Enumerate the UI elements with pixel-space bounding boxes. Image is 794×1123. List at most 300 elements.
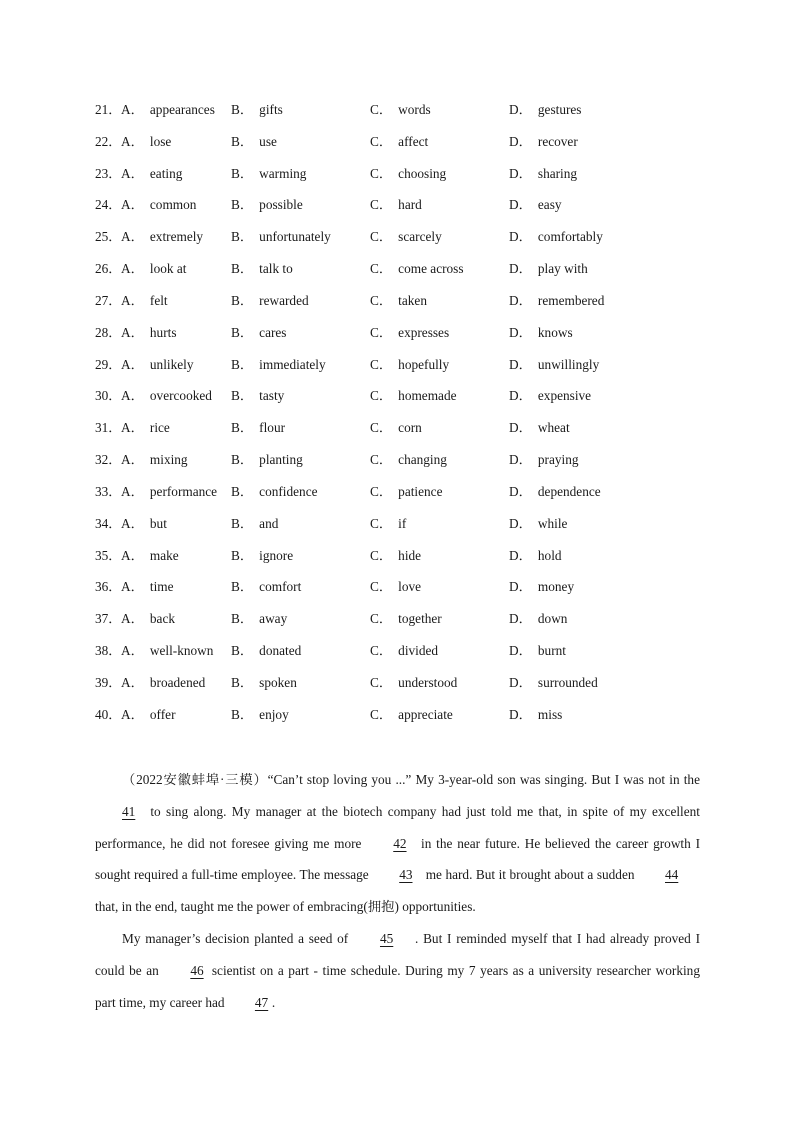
option-c	[370, 515, 509, 547]
option-a	[121, 610, 231, 642]
passage-source: （2022安徽蚌埠·三模）	[122, 772, 268, 787]
option-c	[370, 674, 509, 706]
option-letter: A．	[121, 133, 144, 149]
blank-43: 43	[399, 867, 413, 883]
option-text: extremely	[149, 229, 204, 245]
question-row	[95, 451, 715, 483]
option-b	[231, 196, 370, 228]
option-letter: A．	[121, 420, 144, 436]
option-text: patience	[398, 483, 443, 499]
option-b	[231, 324, 370, 356]
option-c	[370, 324, 509, 356]
passage-text: that, in the end, taught me the power of embracing(拥抱) opportunities.	[95, 899, 476, 915]
option-d	[509, 196, 659, 228]
option-d	[509, 324, 659, 356]
option-b	[231, 674, 370, 706]
option-letter: D．	[509, 643, 532, 659]
option-text: divided	[398, 643, 439, 659]
question-number: 37．	[95, 611, 122, 627]
question-row	[95, 101, 715, 133]
option-d	[509, 387, 659, 419]
blank-46: 46	[190, 962, 204, 978]
option-d	[509, 101, 659, 133]
option-letter: A．	[121, 515, 144, 531]
option-text: comfort	[259, 579, 302, 595]
option-d	[509, 610, 659, 642]
option-text: unlikely	[149, 356, 194, 372]
option-text: but	[149, 515, 167, 531]
option-b	[231, 292, 370, 324]
option-text: dependence	[537, 483, 601, 499]
option-b	[231, 642, 370, 674]
option-letter: C．	[370, 197, 393, 213]
option-letter: C．	[370, 643, 393, 659]
option-text: together	[398, 611, 442, 627]
question-number: 36．	[95, 579, 122, 595]
option-d	[509, 515, 659, 547]
question-row	[95, 610, 715, 642]
option-letter: B．	[231, 388, 254, 404]
question-number: 30．	[95, 388, 122, 404]
option-b	[231, 101, 370, 133]
option-a	[121, 451, 231, 483]
passage-text: . But I reminded myself that I had already proved I could be an	[95, 930, 700, 978]
option-c	[370, 260, 509, 292]
option-text: understood	[398, 674, 458, 690]
option-text: cares	[259, 324, 287, 340]
question-row	[95, 387, 715, 419]
option-text: hard	[398, 197, 422, 213]
blank-45: 45	[379, 930, 394, 946]
option-letter: C．	[370, 292, 393, 308]
option-a	[121, 324, 231, 356]
question-row	[95, 356, 715, 388]
blank-44: 44	[665, 867, 679, 883]
option-text: well-known	[149, 643, 214, 659]
option-letter: B．	[231, 261, 254, 277]
question-number: 38．	[95, 643, 122, 659]
option-text: recover	[537, 133, 578, 149]
option-letter: B．	[231, 579, 254, 595]
question-number: 27．	[95, 292, 122, 308]
option-a	[121, 515, 231, 547]
option-text: felt	[149, 292, 168, 308]
option-d	[509, 642, 659, 674]
option-text: words	[398, 102, 431, 117]
option-letter: D．	[509, 483, 532, 499]
option-c	[370, 228, 509, 260]
question-number: 34．	[95, 515, 122, 531]
option-text: confidence	[259, 483, 318, 499]
question-row	[95, 706, 715, 738]
option-c	[370, 387, 509, 419]
option-text: talk to	[259, 261, 293, 277]
passage-text: My manager’s decision planted a seed of	[122, 930, 353, 946]
option-a	[121, 483, 231, 515]
option-letter: A．	[121, 165, 144, 181]
option-letter: C．	[370, 165, 393, 181]
option-text: hopefully	[398, 356, 450, 372]
option-b	[231, 483, 370, 515]
option-letter: A．	[121, 197, 144, 213]
option-text: rewarded	[259, 292, 309, 308]
question-number: 21．	[95, 102, 122, 117]
option-b	[231, 547, 370, 579]
question-row	[95, 483, 715, 515]
question-number: 32．	[95, 452, 122, 468]
option-letter: B．	[231, 165, 254, 181]
option-a	[121, 419, 231, 451]
option-letter: D．	[509, 133, 532, 149]
option-d	[509, 706, 659, 738]
option-letter: D．	[509, 547, 532, 563]
option-a	[121, 292, 231, 324]
option-b	[231, 356, 370, 388]
option-letter: C．	[370, 483, 393, 499]
option-letter: A．	[121, 547, 144, 563]
option-text: expresses	[398, 324, 450, 340]
option-a	[121, 356, 231, 388]
option-text: gestures	[537, 102, 582, 117]
option-text: corn	[398, 420, 422, 436]
option-letter: C．	[370, 611, 393, 627]
option-letter: B．	[231, 356, 254, 372]
option-text: praying	[537, 452, 579, 468]
option-letter: C．	[370, 547, 393, 563]
blank-47: 47	[254, 994, 269, 1010]
option-d	[509, 292, 659, 324]
option-text: eating	[149, 165, 183, 181]
option-letter: C．	[370, 229, 393, 245]
option-d	[509, 547, 659, 579]
passage-text: scientist on a part - time schedule. During my 7 years as a university researcher working part time, my career had	[95, 962, 700, 1010]
option-c	[370, 706, 509, 738]
option-letter: B．	[231, 452, 254, 468]
option-d	[509, 228, 659, 260]
option-c	[370, 578, 509, 610]
option-letter: D．	[509, 579, 532, 595]
option-text: choosing	[398, 165, 447, 181]
option-letter: A．	[121, 674, 144, 690]
option-text: remembered	[537, 292, 605, 308]
option-letter: C．	[370, 388, 393, 404]
option-text: tasty	[259, 388, 285, 404]
option-b	[231, 260, 370, 292]
option-letter: D．	[509, 420, 532, 436]
option-text: burnt	[537, 643, 566, 659]
option-text: unfortunately	[259, 229, 331, 245]
passage-paragraph-1	[95, 764, 700, 923]
option-letter: B．	[231, 197, 254, 213]
option-letter: B．	[231, 706, 254, 722]
option-text: gifts	[259, 102, 283, 117]
question-row	[95, 292, 715, 324]
option-c	[370, 196, 509, 228]
option-d	[509, 483, 659, 515]
option-letter: C．	[370, 420, 393, 436]
option-c	[370, 642, 509, 674]
option-letter: A．	[121, 388, 144, 404]
option-text: mixing	[149, 452, 188, 468]
option-d	[509, 356, 659, 388]
passage-text: to sing along. My manager at the biotech company had just told me that, in spite of my excellent performance, he did not foresee giving me more	[95, 803, 700, 851]
option-text: taken	[398, 292, 427, 308]
option-text: hide	[398, 547, 422, 563]
option-a	[121, 101, 231, 133]
option-b	[231, 387, 370, 419]
option-text: expensive	[537, 388, 592, 404]
option-text: flour	[259, 420, 286, 436]
question-number: 31．	[95, 420, 122, 436]
option-letter: A．	[121, 356, 144, 372]
question-number: 39．	[95, 674, 122, 690]
option-letter: C．	[370, 356, 393, 372]
option-a	[121, 547, 231, 579]
option-c	[370, 292, 509, 324]
option-text: play with	[537, 261, 588, 277]
option-letter: B．	[231, 611, 254, 627]
blank-42: 42	[393, 835, 407, 851]
option-letter: B．	[231, 483, 254, 499]
option-letter: D．	[509, 356, 532, 372]
option-a	[121, 642, 231, 674]
option-b	[231, 515, 370, 547]
question-number: 24．	[95, 197, 122, 213]
option-text: back	[149, 611, 176, 627]
option-letter: A．	[121, 579, 144, 595]
option-text: and	[259, 515, 279, 531]
question-row	[95, 515, 715, 547]
option-d	[509, 451, 659, 483]
option-c	[370, 451, 509, 483]
option-a	[121, 196, 231, 228]
option-text: come across	[398, 261, 464, 277]
option-text: time	[149, 579, 174, 595]
option-a	[121, 165, 231, 197]
option-d	[509, 578, 659, 610]
option-letter: A．	[121, 261, 144, 277]
option-text: hurts	[149, 324, 177, 340]
question-number: 26．	[95, 261, 122, 277]
option-letter: B．	[231, 133, 254, 149]
option-text: ignore	[259, 547, 294, 563]
option-a	[121, 228, 231, 260]
option-letter: D．	[509, 611, 532, 627]
question-row	[95, 196, 715, 228]
question-row	[95, 260, 715, 292]
option-text: while	[537, 515, 568, 531]
option-letter: C．	[370, 452, 393, 468]
option-text: appreciate	[398, 706, 453, 722]
option-c	[370, 419, 509, 451]
option-a	[121, 706, 231, 738]
option-text: rice	[149, 420, 170, 436]
option-letter: C．	[370, 674, 393, 690]
option-letter: D．	[509, 292, 532, 308]
option-b	[231, 451, 370, 483]
option-letter: C．	[370, 102, 393, 117]
option-text: affect	[398, 133, 429, 149]
option-letter: B．	[231, 229, 254, 245]
option-letter: C．	[370, 261, 393, 277]
option-text: make	[149, 547, 179, 563]
option-letter: A．	[121, 452, 144, 468]
option-text: if	[398, 515, 407, 531]
option-letter: C．	[370, 706, 393, 722]
option-a	[121, 387, 231, 419]
option-a	[121, 260, 231, 292]
question-number: 33．	[95, 483, 122, 499]
option-b	[231, 133, 370, 165]
option-d	[509, 165, 659, 197]
option-letter: A．	[121, 706, 144, 722]
option-letter: A．	[121, 324, 144, 340]
passage-text: “Can’t stop loving you ...” My 3-year-old son was singing. But I was not in the	[267, 772, 700, 787]
question-number: 23．	[95, 165, 122, 181]
option-a	[121, 674, 231, 706]
option-text: common	[149, 197, 197, 213]
option-d	[509, 133, 659, 165]
option-text: money	[537, 579, 575, 595]
option-letter: A．	[121, 611, 144, 627]
option-letter: B．	[231, 547, 254, 563]
option-text: love	[398, 579, 422, 595]
option-c	[370, 101, 509, 133]
option-c	[370, 610, 509, 642]
option-letter: B．	[231, 324, 254, 340]
option-letter: D．	[509, 515, 532, 531]
option-letter: D．	[509, 324, 532, 340]
option-text: comfortably	[537, 229, 603, 245]
option-text: spoken	[259, 674, 297, 690]
question-row	[95, 165, 715, 197]
option-text: lose	[149, 133, 172, 149]
option-text: homemade	[398, 388, 457, 404]
option-letter: D．	[509, 102, 532, 117]
option-letter: C．	[370, 515, 393, 531]
option-text: immediately	[259, 356, 326, 372]
option-letter: D．	[509, 706, 532, 722]
blank-41: 41	[122, 803, 136, 819]
option-text: unwillingly	[537, 356, 600, 372]
passage-text: me hard. But it brought about a sudden	[422, 867, 638, 883]
option-text: overcooked	[149, 388, 212, 404]
question-row	[95, 547, 715, 579]
passage-paragraph-2	[95, 923, 700, 1018]
question-row	[95, 642, 715, 674]
option-c	[370, 356, 509, 388]
option-text: miss	[537, 706, 563, 722]
passage-text: .	[271, 994, 276, 1010]
answer-options-list	[95, 101, 715, 738]
question-row	[95, 324, 715, 356]
option-b	[231, 610, 370, 642]
option-text: donated	[259, 643, 302, 659]
option-text: surrounded	[537, 674, 598, 690]
option-d	[509, 674, 659, 706]
question-row	[95, 133, 715, 165]
option-letter: B．	[231, 515, 254, 531]
option-letter: D．	[509, 388, 532, 404]
option-b	[231, 419, 370, 451]
option-text: sharing	[537, 165, 578, 181]
option-text: scarcely	[398, 229, 442, 245]
option-letter: B．	[231, 102, 254, 117]
question-row	[95, 578, 715, 610]
question-number: 35．	[95, 547, 122, 563]
option-letter: D．	[509, 197, 532, 213]
question-row	[95, 674, 715, 706]
option-text: appearances	[149, 102, 215, 117]
option-a	[121, 578, 231, 610]
option-text: warming	[259, 165, 307, 181]
option-text: enjoy	[259, 706, 289, 722]
option-c	[370, 483, 509, 515]
option-letter: A．	[121, 102, 144, 117]
option-letter: D．	[509, 229, 532, 245]
question-number: 25．	[95, 229, 122, 245]
option-text: use	[259, 133, 277, 149]
question-number: 29．	[95, 356, 122, 372]
option-letter: C．	[370, 133, 393, 149]
option-c	[370, 165, 509, 197]
option-letter: A．	[121, 229, 144, 245]
passage-text: in the near future. He believed the career growth I sought required a full-time employee. The message	[95, 835, 700, 883]
option-letter: A．	[121, 292, 144, 308]
option-letter: D．	[509, 452, 532, 468]
option-letter: C．	[370, 579, 393, 595]
option-c	[370, 133, 509, 165]
option-c	[370, 547, 509, 579]
cloze-passage	[95, 764, 700, 1018]
option-b	[231, 578, 370, 610]
option-letter: B．	[231, 643, 254, 659]
option-letter: D．	[509, 261, 532, 277]
option-text: knows	[537, 324, 573, 340]
option-letter: A．	[121, 643, 144, 659]
option-letter: B．	[231, 674, 254, 690]
option-text: hold	[537, 547, 562, 563]
option-letter: C．	[370, 324, 393, 340]
question-number: 22．	[95, 133, 122, 149]
option-d	[509, 419, 659, 451]
option-text: performance	[149, 483, 218, 499]
option-letter: A．	[121, 483, 144, 499]
option-b	[231, 706, 370, 738]
option-text: away	[259, 611, 288, 627]
option-text: offer	[149, 706, 176, 722]
question-row	[95, 228, 715, 260]
option-text: down	[537, 611, 568, 627]
option-text: changing	[398, 452, 447, 468]
option-text: possible	[259, 197, 303, 213]
option-letter: B．	[231, 292, 254, 308]
option-letter: D．	[509, 674, 532, 690]
option-letter: B．	[231, 420, 254, 436]
option-text: look at	[149, 261, 187, 277]
option-text: broadened	[149, 674, 206, 690]
question-number: 40．	[95, 706, 122, 722]
option-letter: D．	[509, 165, 532, 181]
question-number: 28．	[95, 324, 122, 340]
option-a	[121, 133, 231, 165]
option-b	[231, 228, 370, 260]
option-text: easy	[537, 197, 562, 213]
option-text: planting	[259, 452, 303, 468]
question-row	[95, 419, 715, 451]
option-d	[509, 260, 659, 292]
option-b	[231, 165, 370, 197]
